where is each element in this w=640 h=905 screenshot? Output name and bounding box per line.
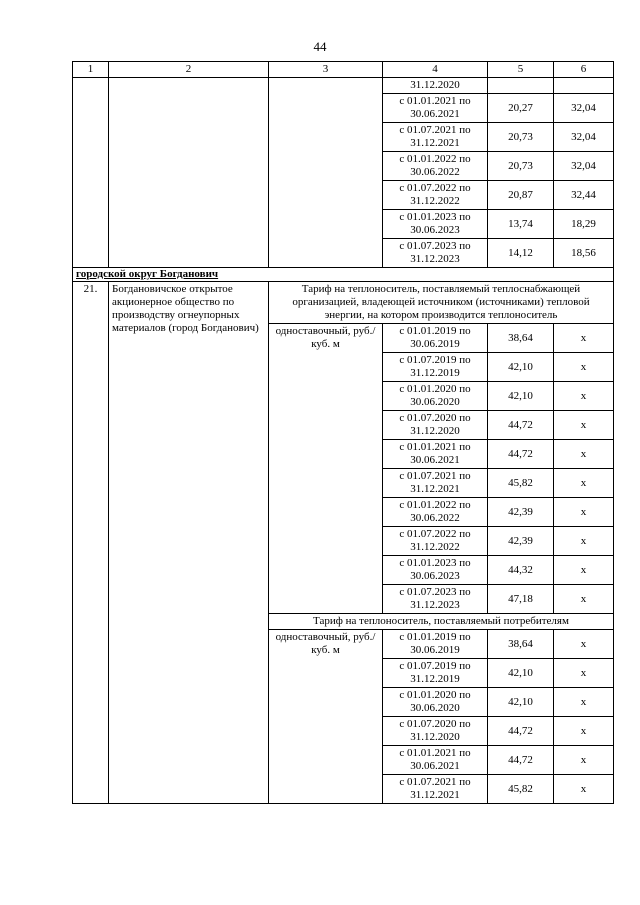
tariff-title: Тариф на теплоноситель, поставляемый потребителям (269, 614, 614, 630)
tariff-value-cell: 32,04 (554, 94, 614, 123)
column-number: 4 (383, 62, 488, 78)
tariff-value-cell: 20,87 (488, 181, 554, 210)
organization-name: Богдановичское открытое акционерное общество по производству огнеупорных материалов (город Богданович) (109, 282, 269, 804)
tariff-value-cell: х (554, 717, 614, 746)
tariff-value-cell: х (554, 382, 614, 411)
period-cell: с 01.07.2023 по 31.12.2023 (383, 585, 488, 614)
table-row (73, 282, 614, 324)
tariff-value-cell: 44,72 (488, 411, 554, 440)
tariff-value-cell: 14,12 (488, 239, 554, 268)
period-cell: с 01.07.2020 по 31.12.2020 (383, 717, 488, 746)
period-cell: с 01.01.2021 по 30.06.2021 (383, 746, 488, 775)
value-cell (554, 78, 614, 94)
period-cell: с 01.01.2019 по 30.06.2019 (383, 630, 488, 659)
period-cell: с 01.01.2020 по 30.06.2020 (383, 382, 488, 411)
tariff-value-cell: 20,73 (488, 123, 554, 152)
tariff-value-cell: х (554, 498, 614, 527)
tariff-value-cell: 32,04 (554, 152, 614, 181)
tariff-value-cell: х (554, 775, 614, 804)
tariff-value-cell: 42,10 (488, 382, 554, 411)
tariff-value-cell: 42,39 (488, 527, 554, 556)
tariff-value-cell: х (554, 440, 614, 469)
tariff-table (72, 61, 614, 804)
tariff-value-cell: 44,72 (488, 746, 554, 775)
tariff-value-cell: х (554, 630, 614, 659)
period-cell: с 01.07.2022 по 31.12.2022 (383, 527, 488, 556)
period-cell: с 01.01.2019 по 30.06.2019 (383, 324, 488, 353)
tariff-value-cell: 20,73 (488, 152, 554, 181)
tariff-title: Тариф на теплоноситель, поставляемый теплоснабжающей организацией, владеющей источником (источниками) тепловой энергии, на котором производится теплоноситель (269, 282, 614, 324)
empty-cell (269, 78, 383, 268)
tariff-value-cell: х (554, 556, 614, 585)
tariff-value-cell: 38,64 (488, 630, 554, 659)
tariff-value-cell: 44,72 (488, 717, 554, 746)
period-cell: с 01.07.2021 по 31.12.2021 (383, 469, 488, 498)
table-row (73, 78, 614, 94)
tariff-value-cell: 32,04 (554, 123, 614, 152)
column-number: 2 (109, 62, 269, 78)
column-number: 6 (554, 62, 614, 78)
tariff-value-cell: 44,32 (488, 556, 554, 585)
column-number: 5 (488, 62, 554, 78)
tariff-value-cell: х (554, 585, 614, 614)
tariff-value-cell: х (554, 527, 614, 556)
tariff-value-cell: х (554, 353, 614, 382)
tariff-unit: одноставочный, руб./куб. м (269, 630, 383, 804)
tariff-value-cell: 44,72 (488, 440, 554, 469)
tariff-value-cell: 42,10 (488, 353, 554, 382)
period-cell: с 01.07.2021 по 31.12.2021 (383, 775, 488, 804)
period-cell: с 01.01.2021 по 30.06.2021 (383, 94, 488, 123)
period-cell: с 01.07.2020 по 31.12.2020 (383, 411, 488, 440)
tariff-value-cell: 38,64 (488, 324, 554, 353)
period-cell: с 01.01.2021 по 30.06.2021 (383, 440, 488, 469)
value-cell (488, 78, 554, 94)
tariff-value-cell: х (554, 659, 614, 688)
tariff-value-cell: 20,27 (488, 94, 554, 123)
tariff-value-cell: 42,10 (488, 659, 554, 688)
tariff-value-cell: х (554, 411, 614, 440)
empty-cell (109, 78, 269, 268)
tariff-unit: одноставочный, руб./куб. м (269, 324, 383, 614)
tariff-value-cell: х (554, 324, 614, 353)
period-cell: с 01.07.2019 по 31.12.2019 (383, 353, 488, 382)
tariff-value-cell: 13,74 (488, 210, 554, 239)
period-cell: с 01.07.2022 по 31.12.2022 (383, 181, 488, 210)
tariff-value-cell: х (554, 688, 614, 717)
period-cell: с 01.07.2019 по 31.12.2019 (383, 659, 488, 688)
column-number: 1 (73, 62, 109, 78)
tariff-value-cell: 32,44 (554, 181, 614, 210)
tariff-value-cell: 42,10 (488, 688, 554, 717)
column-number: 3 (269, 62, 383, 78)
period-cell: с 01.07.2021 по 31.12.2021 (383, 123, 488, 152)
empty-cell (73, 78, 109, 268)
period-cell: с 01.01.2023 по 30.06.2023 (383, 556, 488, 585)
period-cell: с 01.01.2022 по 30.06.2022 (383, 498, 488, 527)
tariff-value-cell: 45,82 (488, 469, 554, 498)
tariff-value-cell: 18,29 (554, 210, 614, 239)
period-cell: с 01.01.2023 по 30.06.2023 (383, 210, 488, 239)
period-cell: с 01.01.2020 по 30.06.2020 (383, 688, 488, 717)
tariff-value-cell: 42,39 (488, 498, 554, 527)
page-number: 44 (313, 39, 327, 54)
tariff-value-cell: 47,18 (488, 585, 554, 614)
tariff-value-cell: х (554, 746, 614, 775)
tariff-value-cell: 18,56 (554, 239, 614, 268)
period-cell: с 01.01.2022 по 30.06.2022 (383, 152, 488, 181)
entry-number: 21. (73, 282, 109, 804)
tariff-value-cell: 45,82 (488, 775, 554, 804)
region-heading: городской округ Богданович (73, 268, 614, 282)
region-row (73, 268, 614, 282)
period-cell: с 01.07.2023 по 31.12.2023 (383, 239, 488, 268)
period-cell: 31.12.2020 (383, 78, 488, 94)
tariff-value-cell: х (554, 469, 614, 498)
column-number-row (73, 62, 614, 78)
